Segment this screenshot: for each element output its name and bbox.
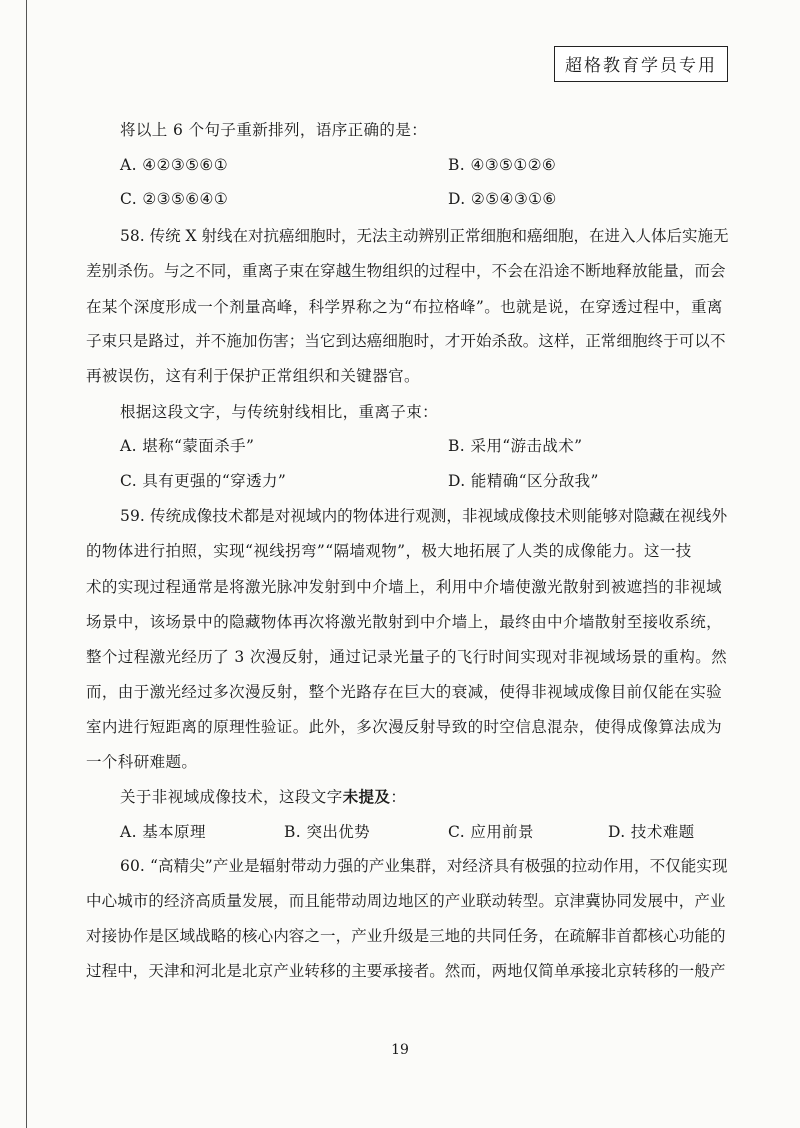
q58-option-a: A. 堪称“蒙面杀手” xyxy=(120,437,255,455)
page-number: 19 xyxy=(391,1042,409,1058)
q58-line: 再被误伤，这有利于保护正常组织和关键器官。 xyxy=(86,367,420,385)
q59-line: 整个过程激光经历了 3 次漫反射，通过记录光量子的飞行时间实现对非视域场景的重构。然 xyxy=(86,648,728,666)
q57-option-d: D. ②⑤④③①⑥ xyxy=(448,190,557,208)
q59-line: 室内进行短距离的原理性验证。此外，多次漫反射导致的时空信息混杂，使得成像算法成为 xyxy=(86,718,723,736)
q60-line: 过程中，天津和河北是北京产业转移的主要承接者。然而，两地仅简单承接北京转移的一般产 xyxy=(86,962,726,980)
q57-option-a: A. ④②③⑤⑥① xyxy=(120,156,229,174)
q59-option-b: B. 突出优势 xyxy=(284,823,371,841)
q59-option-a: A. 基本原理 xyxy=(120,823,206,841)
q59-line: 术的实现过程通常是将激光脉冲发射到中介墙上，利用中介墙使激光散射到被遮挡的非视域 xyxy=(86,578,723,596)
q59-option-c: C. 应用前景 xyxy=(448,823,534,841)
q58-option-b: B. 采用“游击战术” xyxy=(448,437,583,455)
q59-prompt-post: ： xyxy=(390,788,407,806)
q59-prompt-emphasis: 未提及 xyxy=(342,787,391,806)
q59-prompt-pre: 关于非视域成像技术，这段文字 xyxy=(120,788,343,806)
q58-line: 子束只是路过，并不施加伤害；当它到达癌细胞时，才开始杀敌。这样，正常细胞终于可以不 xyxy=(86,332,726,350)
header-stamp: 超格教育学员专用 xyxy=(554,46,728,82)
q57-option-c: C. ②③⑤⑥④① xyxy=(120,190,229,208)
q59-option-d: D. 技术难题 xyxy=(608,823,695,841)
q57-option-b: B. ④③⑤①②⑥ xyxy=(448,156,557,174)
q58-option-d: D. 能精确“区分敌我” xyxy=(448,472,599,490)
q59-prompt xyxy=(120,787,406,807)
q60-line: 中心城市的经济高质量发展，而且能带动周边地区的产业联动转型。京津冀协同发展中，产业 xyxy=(86,892,726,910)
q57-prompt: 将以上 6 个句子重新排列，语序正确的是： xyxy=(120,121,428,139)
q59-line: 59. 传统成像技术都是对视域内的物体进行观测，非视域成像技术则能够对隐藏在视线外 xyxy=(120,507,728,525)
q59-line: 场景中，该场景中的隐藏物体再次将激光散射到中介墙上，最终由中介墙散射至接收系统， xyxy=(86,613,723,631)
q58-prompt: 根据这段文字，与传统射线相比，重离子束： xyxy=(120,403,439,421)
q58-option-c: C. 具有更强的“穿透力” xyxy=(120,472,287,490)
q58-line: 差别杀伤。与之不同，重离子束在穿越生物组织的过程中，不会在沿途不断地释放能量，而会 xyxy=(86,262,726,280)
q58-line: 58. 传统 X 射线在对抗癌细胞时，无法主动辨别正常细胞和癌细胞，在进入人体后实施无 xyxy=(120,227,729,245)
scan-edge-line xyxy=(26,0,27,1128)
q59-line: 而，由于激光经过多次漫反射，整个光路存在巨大的衰减，使得非视域成像目前仅能在实验 xyxy=(86,683,723,701)
q58-line: 在某个深度形成一个剂量高峰，科学界称之为“布拉格峰”。也就是说，在穿透过程中，重离 xyxy=(86,298,723,316)
q60-line: 对接协作是区域战略的核心内容之一，产业升级是三地的共同任务，在疏解非首都核心功能的 xyxy=(86,927,726,945)
q59-line: 一个科研难题。 xyxy=(86,753,198,771)
q60-line: 60. “高精尖”产业是辐射带动力强的产业集群，对经济具有极强的拉动作用，不仅能实现 xyxy=(120,857,728,875)
q59-line: 的物体进行拍照，实现“视线拐弯”“隔墙观物”，极大地拓展了人类的成像能力。这一技 xyxy=(86,542,692,560)
